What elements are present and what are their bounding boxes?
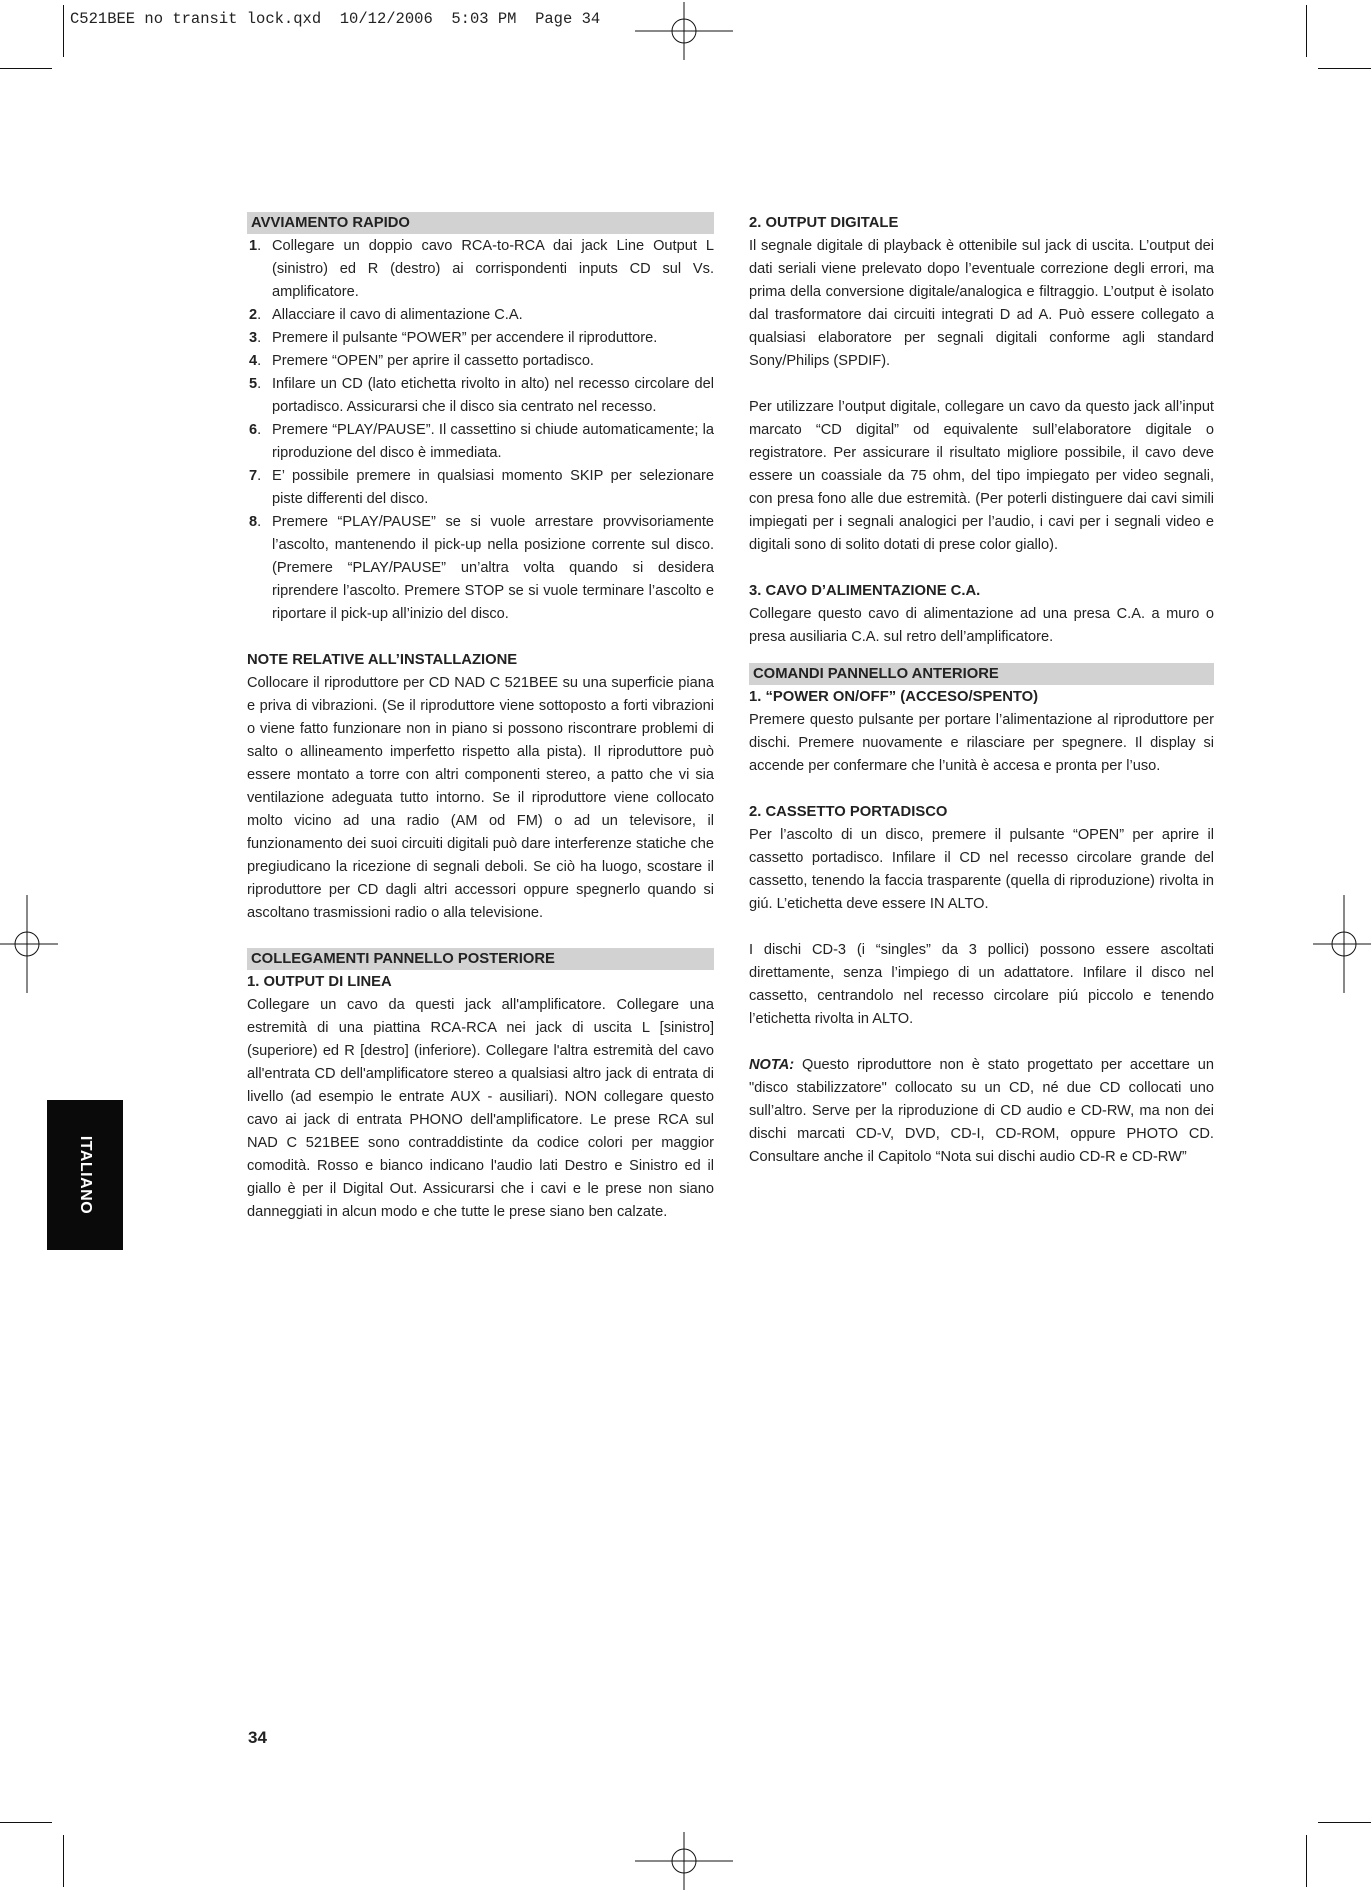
tray-text: Per l’ascolto di un disco, premere il pulsante “OPEN” per aprire il cassetto portadisco. Infilare il CD nel recesso circolare grande del cassetto, tenendo la faccia trasparente (quella di riproduzione) rivolta in giú. L’etichetta deve essere IN ALTO. <box>749 827 1214 912</box>
left-column <box>247 212 714 1224</box>
list-item <box>247 235 714 304</box>
step-text: Premere “OPEN” per aprire il cassetto portadisco. <box>272 353 594 369</box>
crop-mark <box>63 1835 64 1887</box>
crop-mark <box>1306 5 1307 57</box>
cd3-text: I dischi CD-3 (i “singles” da 3 pollici) possono essere ascoltati direttamente, senza l’impiego di un adattatore. Infilare il disco nel cassetto, centrandolo nel recesso circolare piú piccolo e tenendo l’etichetta rivolta in ALTO. <box>749 942 1214 1027</box>
power-title: 1. “POWER ON/OFF” (ACCESO/SPENTO) <box>749 689 1039 705</box>
quick-start-steps <box>247 235 714 626</box>
install-heading: NOTE RELATIVE ALL’INSTALLAZIONE <box>247 652 518 668</box>
step-text: Premere il pulsante “POWER” per accendere il riproduttore. <box>272 330 658 346</box>
step-number: 8 . <box>249 511 261 534</box>
list-item <box>247 304 714 327</box>
registration-mark-icon <box>635 2 733 60</box>
step-number: 2 . <box>249 304 261 327</box>
crop-mark <box>0 68 52 69</box>
step-text: Collegare un doppio cavo RCA-to-RCA dai jack Line Output L (sinistro) ed R (destro) ai corrispondenti inputs CD sul Vs. amplificatore. <box>272 238 714 300</box>
line-output-text: Collegare un cavo da questi jack all'amplificatore. Collegare una estremità di una piattina RCA-RCA nei jack di uscita L [sinistro] (superiore) ed R [destro] (inferiore). Collegare l'altra estremità del cavo all'entrata CD dell'amplificatore stereo a qualsiasi altro jack di entrata di livello (ad esempio le entrate AUX - ausiliari). NON collegare questo cavo ai jack di entrata PHONO dell'amplificatore. Le prese RCA sul NAD C 521BEE sono contraddistinte da codice colori per maggior comodità. Rosso e bianco indicano l'audio lati Destro e Sinistro ed il giallo è per il Digital Out. Assicurarsi che i cavi e le prese non siano danneggiati in alcun modo e che tutte le prese siano ben calzate. <box>247 997 714 1220</box>
list-item <box>247 419 714 465</box>
rear-panel-heading: COLLEGAMENTI PANNELLO POSTERIORE <box>247 948 714 970</box>
digital-output-text-2: Per utilizzare l’output digitale, collegare un cavo da questo jack all’input marcato “CD digital” od equivalente sull’elaboratore digitale o registratore. Per assicurare il risultato migliore possibile, il cavo deve essere un coassiale da 75 ohm, del tipo impiegato per video segnali, con presa fono alle due estremità. (Per poterli distinguere dai cavi simili impiegati per i segnali analogici per l’audio, i cavi per i segnali video e digitali sono di solito dotati di prese color giallo). <box>749 399 1214 553</box>
crop-mark <box>63 5 64 57</box>
list-item <box>247 350 714 373</box>
print-slug: C521BEE no transit lock.qxd 10/12/2006 5:03 PM Page 34 <box>70 10 601 28</box>
registration-mark-icon <box>1313 895 1371 993</box>
note-paragraph <box>749 1054 1214 1169</box>
front-panel-heading: COMANDI PANNELLO ANTERIORE <box>749 663 1214 685</box>
crop-mark <box>1318 1822 1371 1823</box>
page-number: 34 <box>248 1728 267 1747</box>
ac-cable-title: 3. CAVO D’ALIMENTAZIONE C.A. <box>749 583 981 599</box>
step-number: 4 . <box>249 350 261 373</box>
crop-mark <box>0 1822 52 1823</box>
quick-start-heading: AVVIAMENTO RAPIDO <box>247 212 714 234</box>
step-text: Premere “PLAY/PAUSE”. Il cassettino si chiude automaticamente; la riproduzione del disco è immediata. <box>272 422 714 461</box>
step-text: Premere “PLAY/PAUSE” se si vuole arrestare provvisoriamente l’ascolto, mantenendo il pick-up nella posizione corrente sul disco. (Premere “PLAY/PAUSE” un’altra volta quando si desidera riprendere l’ascolto. Premere STOP se si vuole terminare l’ascolto e riportare il pick-up all’inizio del disco. <box>272 514 714 622</box>
right-column <box>749 212 1214 1169</box>
note-label: NOTA: <box>749 1057 795 1073</box>
step-number: 6 . <box>249 419 261 442</box>
list-item <box>247 511 714 626</box>
power-text: Premere questo pulsante per portare l’alimentazione al riproduttore per dischi. Premere nuovamente e rilasciare per spegnere. Il display si accende per confermare che l’unità è accesa e pronta per l’uso. <box>749 712 1214 774</box>
registration-mark-icon <box>0 895 58 993</box>
step-number: 3 . <box>249 327 261 350</box>
language-tab <box>47 1100 123 1250</box>
step-number: 5 . <box>249 373 261 396</box>
step-number: 1 . <box>249 235 261 258</box>
crop-mark <box>1318 68 1371 69</box>
list-item <box>247 327 714 350</box>
crop-mark <box>1306 1835 1307 1887</box>
language-tab-label: ITALIANO <box>77 1135 94 1215</box>
install-text: Collocare il riproduttore per CD NAD C 521BEE su una superficie piana e priva di vibrazioni. (Se il riproduttore viene sottoposto a forti vibrazioni o viene fatto funzionare non in piano si possono riscontrare problemi di salto o allineamento imperfetto rispetto alla pista). Il riproduttore può essere montato a torre con altri componenti stereo, a patto che vi sia ventilazione adeguata tutto intorno. Se il riproduttore viene collocato molto vicino ad una radio (AM od FM) o ad un televisore, il funzionamento dei suoi circuiti digitali può dare interferenze statiche che pregiudicano la ricezione di segnali deboli. Se ciò ha luogo, scostare il riproduttore per CD dagli altri accessori oppure spegnerlo quando si ascoltano trasmissioni radio o alla televisione. <box>247 675 714 921</box>
note-text: Questo riproduttore non è stato progettato per accettare un "disco stabilizzatore" collocato su un CD, né due CD collocati uno sull’altro. Serve per la riproduzione di CD audio e CD-RW, ma non dei dischi marcati CD-V, DVD, CD-I, CD-ROM, oppure PHOTO CD. Consultare anche il Capitolo “Nota sui dischi audio CD-R e CD-RW” <box>749 1057 1214 1165</box>
list-item <box>247 465 714 511</box>
ac-cable-text: Collegare questo cavo di alimentazione ad una presa C.A. a muro o presa ausiliaria C.A. sul retro dell’amplificatore. <box>749 606 1214 645</box>
step-text: E’ possibile premere in qualsiasi momento SKIP per selezionare piste differenti del disco. <box>272 468 714 507</box>
digital-output-title: 2. OUTPUT DIGITALE <box>749 215 899 231</box>
step-text: Infilare un CD (lato etichetta rivolto in alto) nel recesso circolare del portadisco. Assicurarsi che il disco sia centrato nel recesso. <box>272 376 714 415</box>
line-output-title: 1. OUTPUT DI LINEA <box>247 974 392 990</box>
step-text: Allacciare il cavo di alimentazione C.A. <box>272 307 523 323</box>
list-item <box>247 373 714 419</box>
registration-mark-icon <box>635 1832 733 1890</box>
step-number: 7 . <box>249 465 261 488</box>
tray-title: 2. CASSETTO PORTADISCO <box>749 804 948 820</box>
digital-output-text-1: Il segnale digitale di playback è ottenibile sul jack di uscita. L’output dei dati seriali viene prelevato dopo l’eventuale correzione degli errori, ma prima della conversione digitale/analogica e filtraggio. L’output è isolato dal trasformatore dai circuiti integrati D ad A. Può essere collegato a qualsiasi elaboratore per segnali digitali conforme agli standard Sony/Philips (SPDIF). <box>749 238 1214 369</box>
